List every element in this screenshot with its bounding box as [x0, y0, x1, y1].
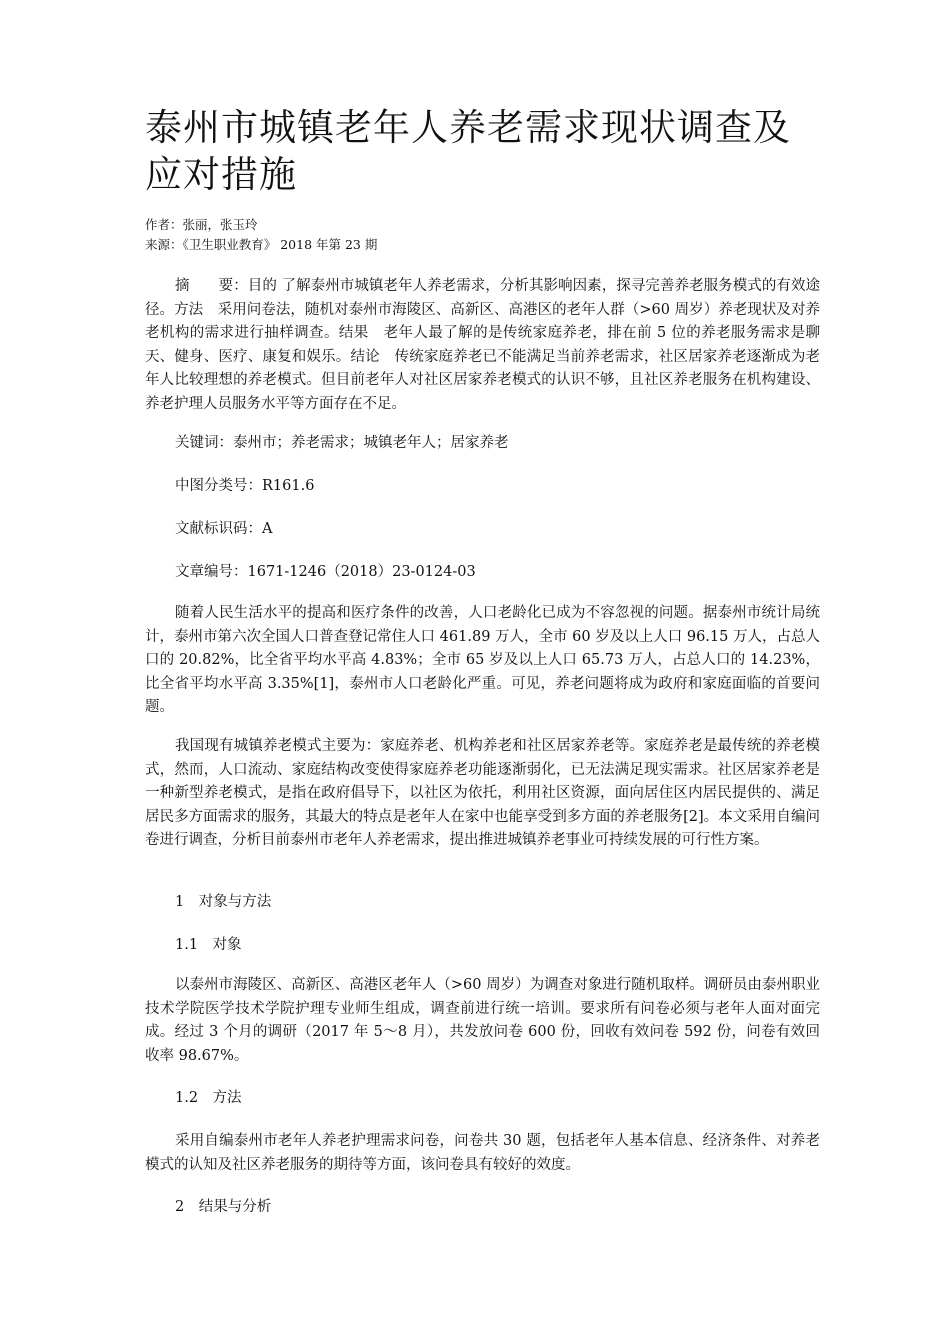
- article-title: 泰州市城镇老年人养老需求现状调查及应对措施: [145, 106, 791, 196]
- section-heading: 1 对象与方法: [175, 894, 272, 910]
- body-paragraph: 采用自编泰州市老年人养老护理需求问卷，问卷共 30 题，包括老年人基本信息、经济条件、对养老模式的认知及社区养老服务的期待等方面，该问卷具有较好的效度。: [145, 1133, 820, 1173]
- body-paragraph: 以泰州市海陵区、高新区、高港区老年人（>60 周岁）为调查对象进行随机取样。调研员由泰州职业技术学院医学技术学院护理专业师生组成，调查前进行统一培训。要求所有问卷必须与老年人面对面完成。经过 3 个月的调研（2017 年 5～8 月），共发放问卷 600 份，回收有效问卷 592 份，问卷有效回收率 98.67%。: [145, 977, 820, 1064]
- body-paragraph: 我国现有城镇养老模式主要为：家庭养老、机构养老和社区居家养老等。家庭养老是最传统的养老模式，然而，人口流动、家庭结构改变使得家庭养老功能逐渐弱化，已无法满足现实需求。社区居家养老是一种新型养老模式，是指在政府倡导下，以社区为依托，利用社区资源，面向居住区内居民提供的、满足居民多方面需求的服务，其最大的特点是老年人在家中也能享受到多方面的养老服务[2]。本文采用自编问卷进行调查，分析目前泰州市老年人养老需求，提出推进城镇养老事业可持续发展的可行性方案。: [145, 738, 820, 848]
- article-number-line: 文章编号：1671-1246（2018）23-0124-03: [175, 564, 476, 580]
- author-line: 作者：张丽，张玉玲: [145, 217, 258, 232]
- abstract-paragraph: 摘 要：目的 了解泰州市城镇老年人养老需求，分析其影响因素，探寻完善养老服务模式的有效途径。方法 采用问卷法，随机对泰州市海陵区、高新区、高港区的老年人群（>60 周岁）养老现状及对养老机构的需求进行抽样调查。结果 老年人最了解的是传统家庭养老，排在前 5 位的养老服务需求是聊天、健身、医疗、康复和娱乐。结论 传统家庭养老已不能满足当前养老需求，社区居家养老逐渐成为老年人比较理想的养老模式。但目前老年人对社区居家养老模式的认识不够，且社区养老服务在机构建设、养老护理人员服务水平等方面存在不足。: [145, 278, 820, 412]
- keywords-line: 关键词：泰州市；养老需求；城镇老年人；居家养老: [175, 435, 509, 451]
- source-line: 来源：《卫生职业教育》 2018 年第 23 期: [145, 237, 378, 252]
- subsection-heading: 1.2 方法: [175, 1090, 242, 1106]
- section-heading: 2 结果与分析: [175, 1199, 272, 1215]
- clc-line: 中图分类号：R161.6: [175, 478, 315, 494]
- doc-code-line: 文献标识码：A: [175, 521, 273, 537]
- subsection-heading: 1.1 对象: [175, 937, 242, 953]
- body-paragraph: 随着人民生活水平的提高和医疗条件的改善，人口老龄化已成为不容忽视的问题。据泰州市统计局统计，泰州市第六次全国人口普查登记常住人口 461.89 万人，全市 60 岁及以上人口 96.15 万人，占总人口的 20.82%，比全省平均水平高 4.83%；全市 65 岁及以上人口 65.73 万人，占总人口的 14.23%，比全省平均水平高 3.35%[1]，泰州市人口老龄化严重。可见，养老问题将成为政府和家庭面临的首要问题。: [145, 605, 820, 715]
